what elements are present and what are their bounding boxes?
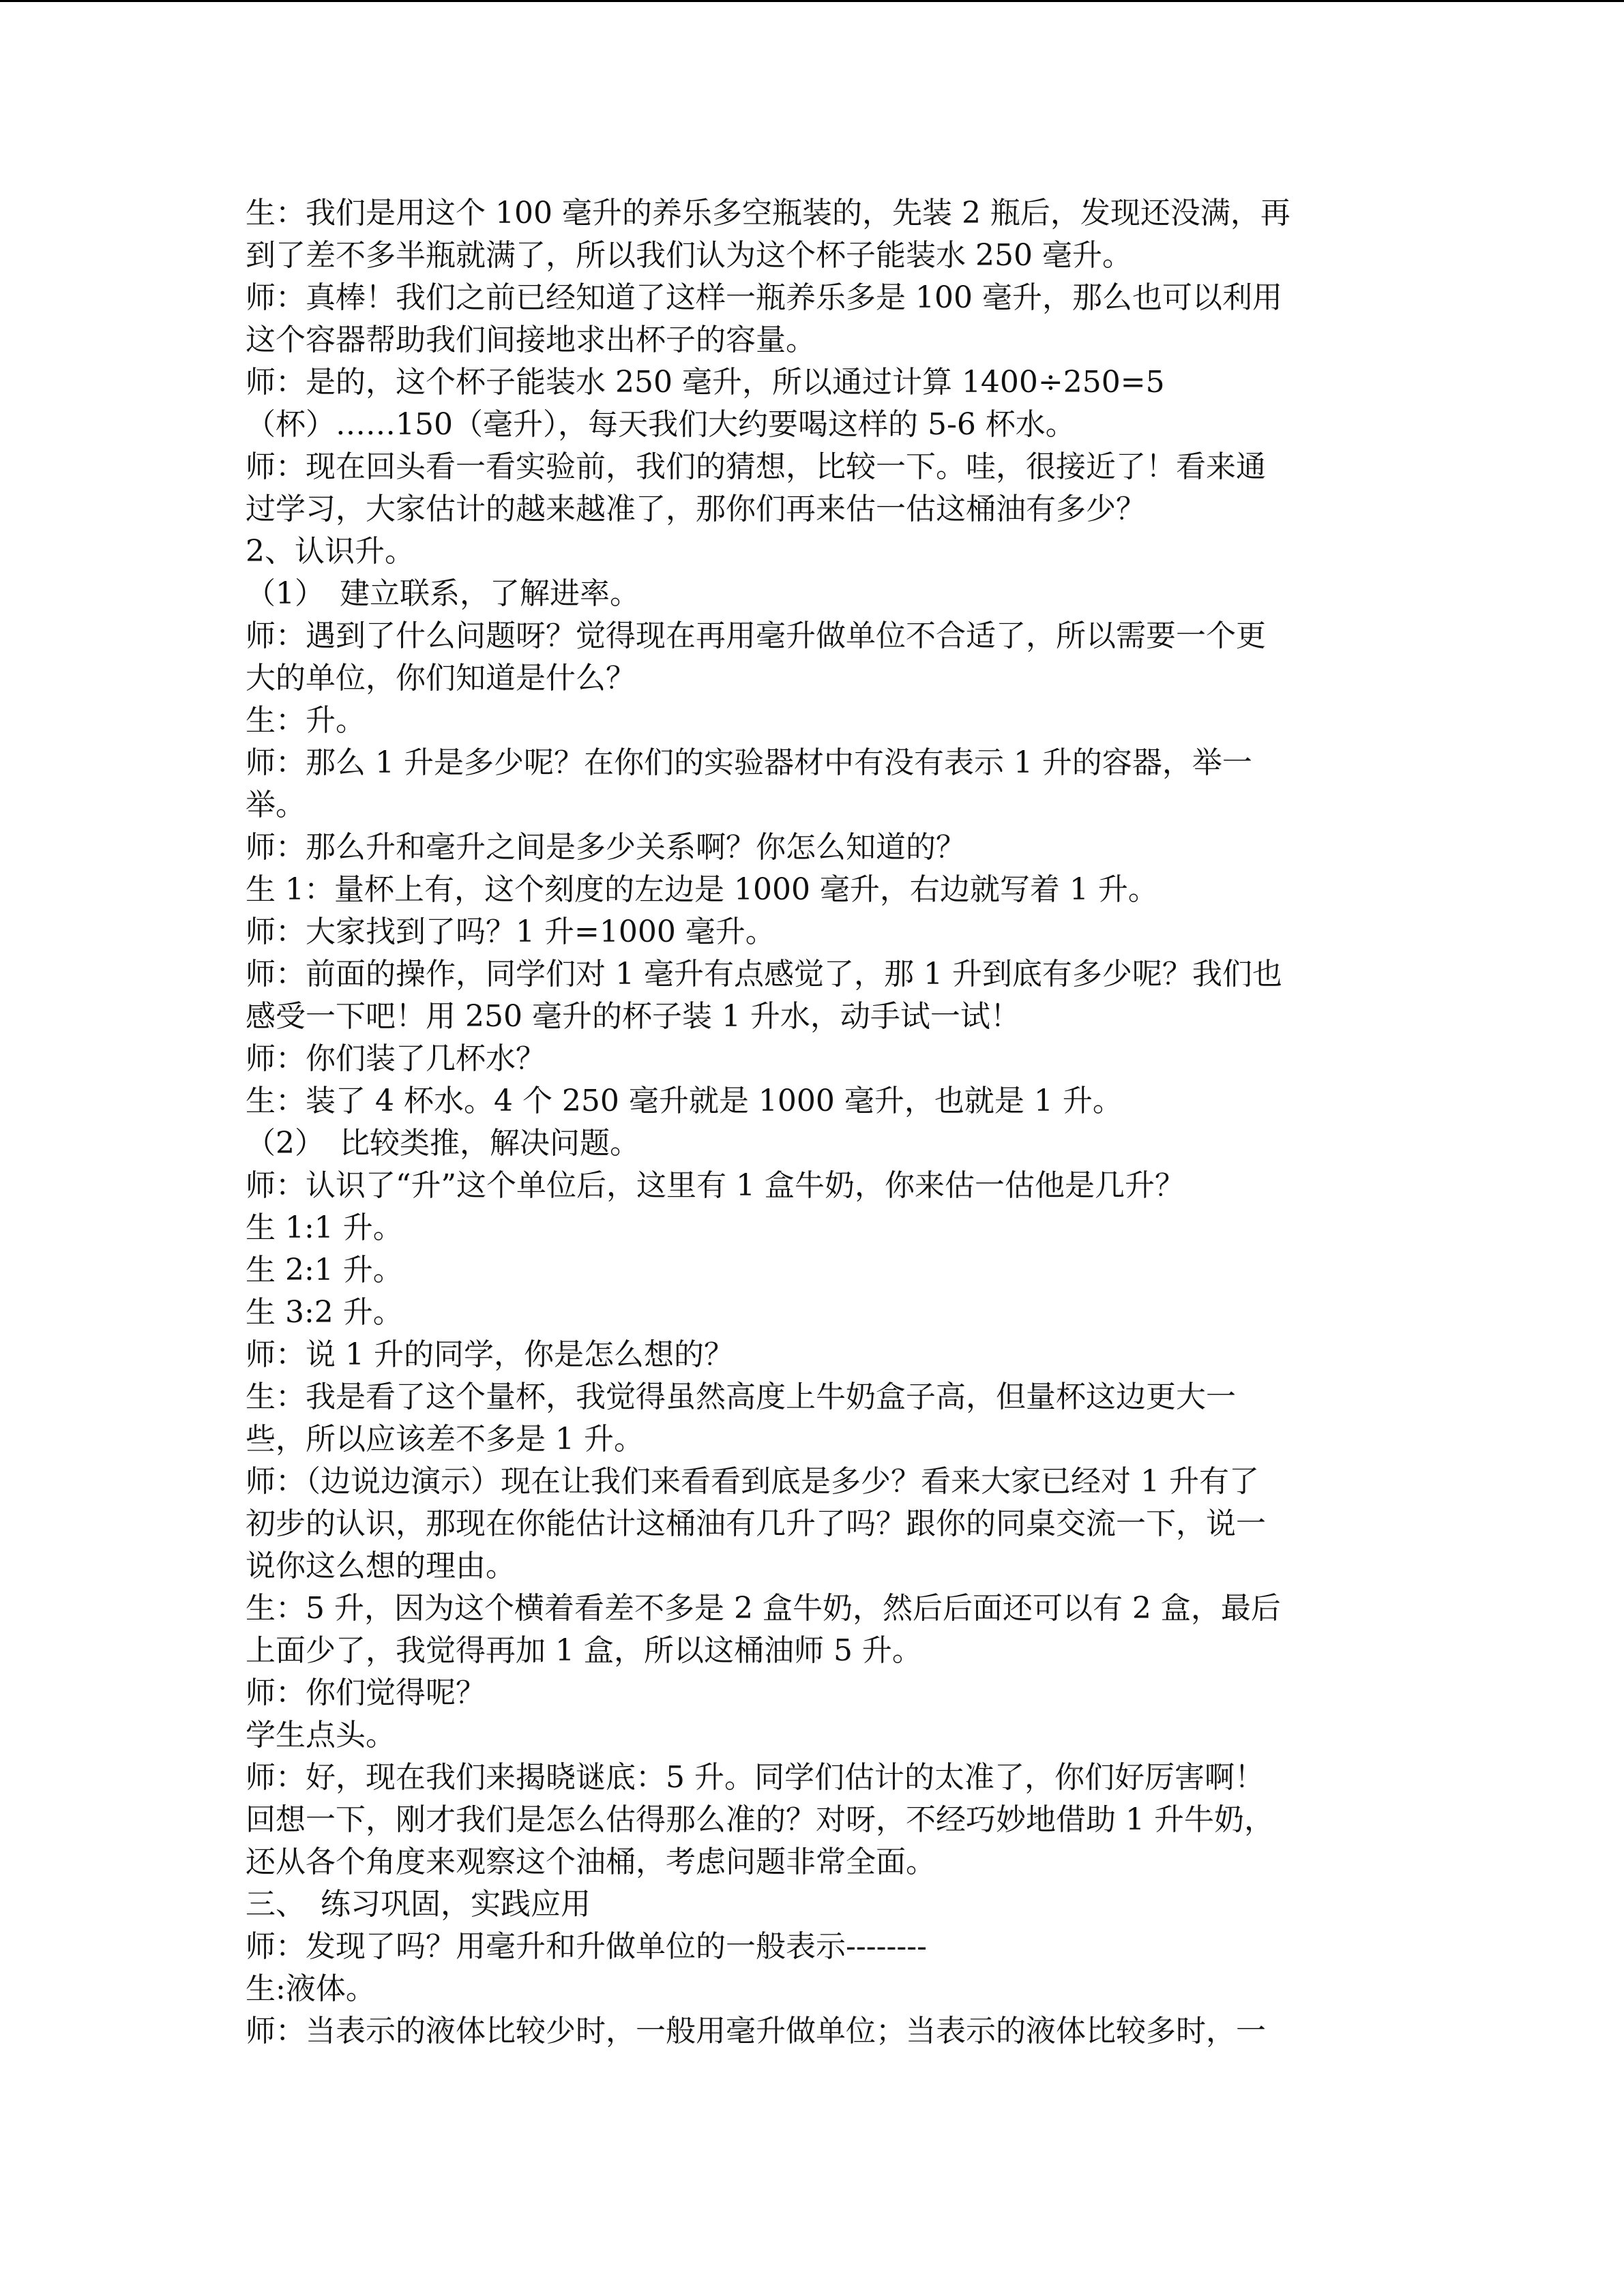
text-line: 生：我是看了这个量杯，我觉得虽然高度上牛奶盒子高，但量杯这边更大一 bbox=[246, 1380, 1236, 1414]
text-line: 生：装了 4 杯水。4 个 250 毫升就是 1000 毫升，也就是 1 升。 bbox=[246, 1084, 1123, 1118]
text-line: 回想一下，刚才我们是怎么估得那么准的？对呀，不经巧妙地借助 1 升牛奶， bbox=[246, 1802, 1274, 1837]
text-line: 些，所以应该差不多是 1 升。 bbox=[246, 1422, 644, 1457]
text-line: 感受一下吧！用 250 毫升的杯子装 1 升水，动手试一试！ bbox=[246, 999, 1020, 1034]
subsection-heading: （1） 建立联系，了解进率。 bbox=[246, 576, 640, 611]
text-line: 生 1：量杯上有，这个刻度的左边是 1000 毫升，右边就写着 1 升。 bbox=[246, 872, 1158, 907]
text-line: 师：（边说边演示）现在让我们来看看到底是多少？看来大家已经对 1 升有了 bbox=[246, 1464, 1259, 1499]
text-line: 师：认识了“升”这个单位后，这里有 1 盒牛奶，你来估一估他是几升？ bbox=[246, 1168, 1185, 1203]
text-line: 这个容器帮助我们间接地求出杯子的容量。 bbox=[246, 323, 816, 357]
subsection-heading: （2） 比较类推，解决问题。 bbox=[246, 1126, 640, 1161]
text-line: 师：遇到了什么问题呀？觉得现在再用毫升做单位不合适了，所以需要一个更 bbox=[246, 618, 1266, 653]
text-line: 生 3:2 升。 bbox=[246, 1295, 403, 1330]
text-line: 生：我们是用这个 100 毫升的养乐多空瓶装的，先装 2 瓶后，发现还没满，再 bbox=[246, 196, 1290, 230]
text-line: 师：说 1 升的同学，你是怎么想的？ bbox=[246, 1337, 734, 1372]
text-line: 初步的认识，那现在你能估计这桶油有几升了吗？跟你的同桌交流一下，说一 bbox=[246, 1506, 1266, 1541]
page-top-border bbox=[0, 0, 1624, 2]
text-line: 生：5 升，因为这个横着看差不多是 2 盒牛奶，然后后面还可以有 2 盒，最后 bbox=[246, 1591, 1281, 1626]
text-line: 上面少了，我觉得再加 1 盒，所以这桶油师 5 升。 bbox=[246, 1633, 922, 1668]
section-heading: 三、 练习巩固，实践应用 bbox=[246, 1887, 591, 1922]
text-line: 到了差不多半瓶就满了，所以我们认为这个杯子能装水 250 毫升。 bbox=[246, 238, 1132, 273]
text-line: 过学习，大家估计的越来越准了，那你们再来估一估这桶油有多少？ bbox=[246, 492, 1146, 526]
text-line: 学生点头。 bbox=[246, 1718, 396, 1753]
text-line: 师：大家找到了吗？1 升=1000 毫升。 bbox=[246, 914, 776, 949]
text-line: 师：发现了吗？用毫升和升做单位的一般表示-------- bbox=[246, 1929, 927, 1964]
text-line: 师：是的，这个杯子能装水 250 毫升，所以通过计算 1400÷250=5 bbox=[246, 365, 1165, 400]
text-line: 师：前面的操作，同学们对 1 毫升有点感觉了，那 1 升到底有多少呢？我们也 bbox=[246, 957, 1282, 992]
text-line: 师：那么升和毫升之间是多少关系啊？你怎么知道的？ bbox=[246, 830, 966, 865]
text-line: 师：那么 1 升是多少呢？在你们的实验器材中有没有表示 1 升的容器，举一 bbox=[246, 745, 1252, 780]
text-line: 大的单位，你们知道是什么？ bbox=[246, 661, 636, 696]
text-line: 生:液体。 bbox=[246, 1971, 376, 2006]
text-line: 师：好，现在我们来揭晓谜底：5 升。同学们估计的太准了，你们好厉害啊！ bbox=[246, 1760, 1265, 1795]
text-line: 师：现在回头看一看实验前，我们的猜想，比较一下。哇，很接近了！看来通 bbox=[246, 449, 1266, 484]
text-line: （杯）……150（毫升），每天我们大约要喝这样的 5-6 杯水。 bbox=[246, 407, 1076, 442]
text-line: 生：升。 bbox=[246, 703, 366, 738]
text-line: 举。 bbox=[246, 788, 306, 822]
text-line: 生 1:1 升。 bbox=[246, 1210, 403, 1245]
text-line: 说你这么想的理由。 bbox=[246, 1549, 516, 1583]
text-line: 师：当表示的液体比较少时，一般用毫升做单位；当表示的液体比较多时，一 bbox=[246, 2014, 1266, 2048]
text-line: 师：你们觉得呢？ bbox=[246, 1675, 486, 1710]
text-line: 生 2:1 升。 bbox=[246, 1253, 403, 1287]
text-line: 还从各个角度来观察这个油桶，考虑问题非常全面。 bbox=[246, 1845, 936, 1879]
text-line: 师：你们装了几杯水？ bbox=[246, 1041, 546, 1076]
text-line: 师：真棒！我们之前已经知道了这样一瓶养乐多是 100 毫升，那么也可以利用 bbox=[246, 280, 1282, 315]
section-heading: 2、认识升。 bbox=[246, 534, 415, 569]
